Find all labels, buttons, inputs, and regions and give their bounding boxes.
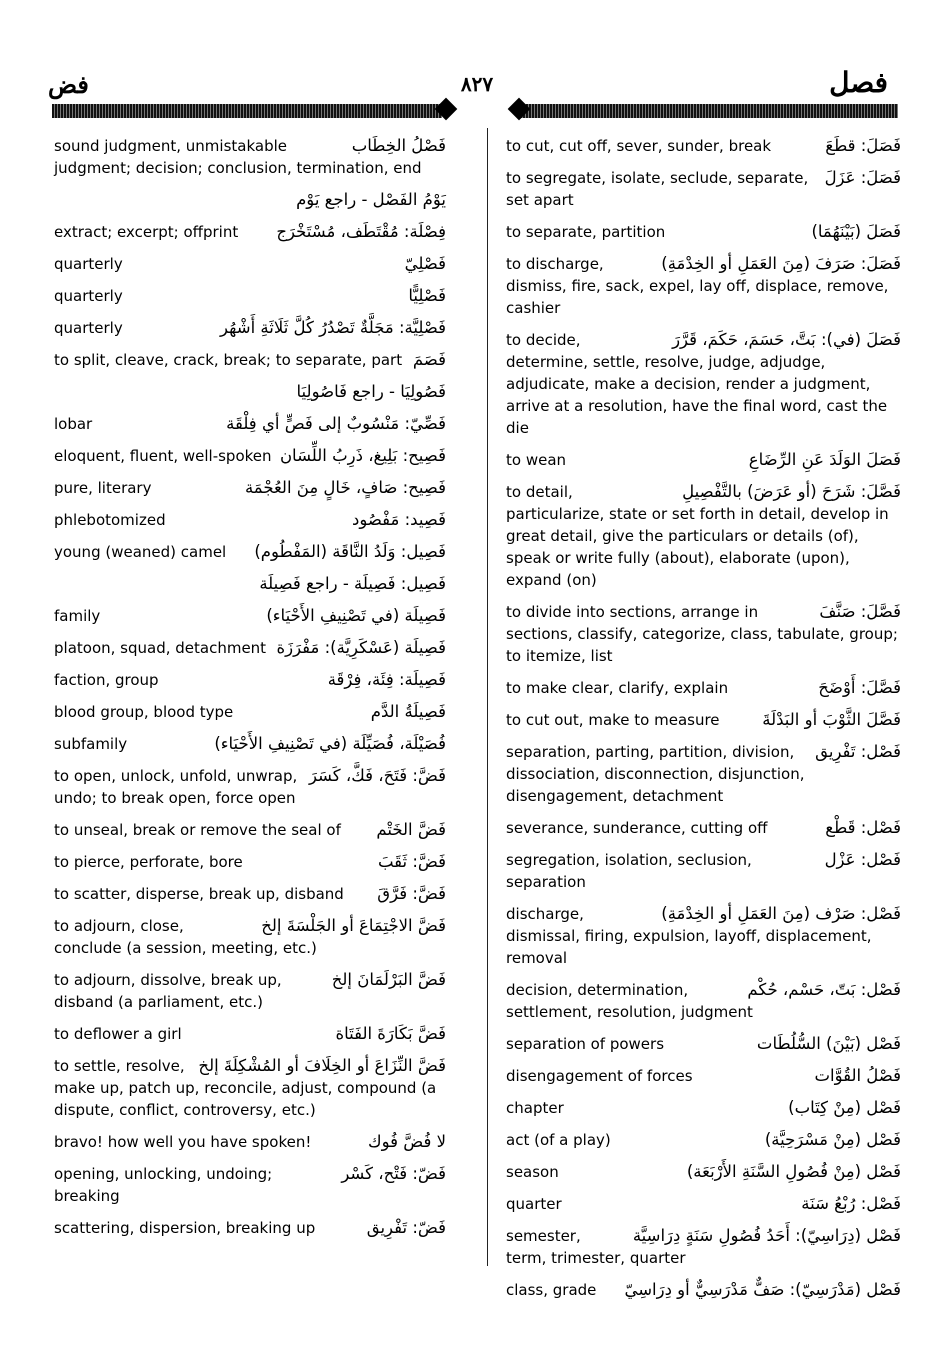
dictionary-entry (54, 701, 446, 723)
english-definition: faction, group (54, 671, 159, 689)
dictionary-entry (54, 1023, 446, 1045)
english-definition: semester, term, trimester, quarter (506, 1227, 686, 1267)
dictionary-entry (506, 677, 901, 699)
arabic-headword: فَصَلَ: عَزَلَ (824, 168, 901, 187)
english-definition: to adjourn, close, conclude (a session, meeting, etc.) (54, 917, 317, 957)
header-rule-left (52, 104, 442, 118)
dictionary-entry (506, 481, 901, 591)
arabic-headword: فَصْل (مَدْرَسِيّ): صَفٌّ مَدْرَسِيٌّ أو دِرَاسِيّ (624, 1280, 901, 1299)
english-definition: bravo! how well you have spoken! (54, 1133, 312, 1151)
arabic-headword: فَصِيل: وَلَدُ النَّاقَة (المَفْطُوم) (254, 542, 446, 561)
english-definition: to cut out, make to measure (506, 711, 720, 729)
arabic-headword: فَصَلَ (في): بَتَّ، حَسَمَ، حَكَمَ، قَرَّرَ (672, 330, 901, 349)
dictionary-entry (54, 1131, 446, 1153)
left-guide-word: فض (48, 70, 89, 99)
dictionary-entry (506, 903, 901, 969)
english-definition: class, grade (506, 1281, 597, 1299)
arabic-headword: فَصْلُ الخِطَاب (351, 136, 446, 155)
dictionary-entry (506, 1279, 901, 1301)
arabic-headword: فَصْل: قَطْع (825, 818, 901, 837)
arabic-headword: فَصْل (مِنْ فُصُولِ السَّنَةِ الأَرْبَعَة) (686, 1162, 901, 1181)
arabic-headword: فَصَّلَ: صَنَّفَ (819, 602, 901, 621)
dictionary-entry (506, 1033, 901, 1055)
english-definition: opening, unlocking, undoing; breaking (54, 1165, 273, 1205)
dictionary-entry (54, 1217, 446, 1239)
english-definition: to discharge, dismiss, fire, sack, expel, lay off, displace, remove, cashier (506, 255, 889, 317)
arabic-headword: فَصِيح: صَافٍ، خَالٍ مِنَ العُجْمَة (244, 478, 446, 497)
english-definition: separation of powers (506, 1035, 665, 1053)
dictionary-entry (54, 915, 446, 959)
english-definition: platoon, squad, detachment (54, 639, 267, 657)
english-definition: scattering, dispersion, breaking up (54, 1219, 316, 1237)
arabic-headword: يَوْمُ الفَصْل - راجع يَوْم (296, 190, 446, 209)
dictionary-entry (54, 445, 446, 467)
english-definition: family (54, 607, 101, 625)
arabic-headword: فَصِيح: بَلِيغ، ذَرِبُ اللِّسَان (279, 446, 446, 465)
english-definition: lobar (54, 415, 93, 433)
dictionary-entry (54, 253, 446, 275)
arabic-headword: فَصْلُ القُوَّات (814, 1066, 901, 1085)
english-definition: subfamily (54, 735, 128, 753)
arabic-headword: فَضَّ الاجْتِمَاعَ أو الجَلْسَةَ إلخ (261, 916, 446, 935)
dictionary-entry (54, 541, 446, 563)
arabic-headword: فَصِيلَة (عَسْكَرِيَّة): مَفْرَزَة (276, 638, 446, 657)
dictionary-entry (54, 413, 446, 435)
english-definition: blood group, blood type (54, 703, 234, 721)
english-definition: to decide, determine, settle, resolve, judge, adjudge, adjudicate, make a decision, render a judgment, arrive at a resolution, have the final word, cast the die (506, 331, 888, 437)
dictionary-entry (506, 849, 901, 893)
dictionary-entry (54, 765, 446, 809)
english-definition: discharge, dismissal, firing, expulsion, layoff, displacement, removal (506, 905, 872, 967)
english-definition: to adjourn, dissolve, break up, disband (a parliament, etc.) (54, 971, 282, 1011)
english-definition: to detail, particularize, state or set forth in detail, develop in great detail, give the particulars or details (of), speak or write fully (about), elaborate (upon), expand (on) (506, 483, 889, 589)
arabic-headword: فُصَيْلَة، فُصَيِّلَة (في تَصْنِيفِ الأَحْيَاء) (214, 734, 446, 753)
dictionary-entry (506, 817, 901, 839)
english-definition: act (of a play) (506, 1131, 611, 1149)
arabic-headword: فَضَّ النِّزَاعَ أو الخِلَافَ أو المُشْكِلَةَ إلخ (198, 1056, 446, 1075)
arabic-headword: فَضَّ الخَتْم (376, 820, 446, 839)
english-definition: season (506, 1163, 559, 1181)
dictionary-entry (54, 883, 446, 905)
dictionary-entry (54, 135, 446, 179)
english-definition: to scatter, disperse, break up, disband (54, 885, 344, 903)
arabic-headword: فَصْل: تَفْرِيق (815, 742, 901, 761)
english-definition: eloquent, fluent, well-spoken (54, 447, 272, 465)
dictionary-entry (54, 637, 446, 659)
arabic-headword: فَصَلَ الوَلَدَ عَنِ الرِّضَاعِ (748, 450, 901, 469)
dictionary-entry (506, 221, 901, 243)
dictionary-entry (54, 733, 446, 755)
arabic-headword: فَضَّ: ثَقَبَ (377, 852, 446, 871)
english-definition: to split, cleave, crack, break; to separate, part (54, 351, 403, 369)
dictionary-entry (506, 741, 901, 807)
english-definition: to deflower a girl (54, 1025, 182, 1043)
dictionary-entry (54, 605, 446, 627)
english-definition: decision, determination, settlement, resolution, judgment (506, 981, 753, 1021)
arabic-headword: فَصَمَ (412, 350, 446, 369)
arabic-headword: فَصَّلَ: أَوْضَحَ (818, 678, 901, 697)
arabic-headword: فَصِيلَةُ الدَّم (370, 702, 446, 721)
dictionary-entry (506, 449, 901, 471)
english-definition: chapter (506, 1099, 564, 1117)
arabic-headword: فَصُولِيَا - راجع فَاصُولِيَا (296, 382, 446, 401)
english-definition: to separate, partition (506, 223, 666, 241)
english-definition: segregation, isolation, seclusion, separation (506, 851, 752, 891)
english-definition: extract; excerpt; offprint (54, 223, 239, 241)
english-definition: to pierce, perforate, bore (54, 853, 243, 871)
english-definition: sound judgment, unmistakable judgment; decision; conclusion, termination, end (54, 137, 422, 177)
arabic-headword: فَصَلَ: صَرَفَ (مِنَ العَمَلِ أو الخِدْمَةِ) (661, 254, 901, 273)
dictionary-entry (506, 979, 901, 1023)
english-definition: to divide into sections, arrange in sections, classify, categorize, class, tabulate, group; to itemize, list (506, 603, 898, 665)
dictionary-entry (54, 969, 446, 1013)
right-guide-word: فصل (829, 66, 888, 99)
arabic-headword: فَضّ: تَفْرِيق (366, 1218, 446, 1237)
dictionary-entry (54, 189, 446, 211)
english-definition: quarterly (54, 255, 123, 273)
dictionary-entry (54, 669, 446, 691)
arabic-headword: فَصِيلَة (في تَصْنِيفِ الأَحْيَاء) (266, 606, 446, 625)
english-definition: to unseal, break or remove the seal of (54, 821, 341, 839)
english-definition: quarterly (54, 287, 123, 305)
arabic-headword: فَصْل: صَرْف (مِنَ العَمَلِ أو الخِدْمَةِ) (661, 904, 901, 923)
dictionary-entry (506, 1097, 901, 1119)
dictionary-entry (506, 1225, 901, 1269)
arabic-headword: فَصْلِيَّة: مَجَلَّةٌ تَصْدُرُ كُلَّ ثَلَاثَةِ أَشْهُر (220, 318, 446, 337)
dictionary-entry (506, 253, 901, 319)
dictionary-entry (506, 329, 901, 439)
dictionary-entry (54, 851, 446, 873)
english-definition: disengagement of forces (506, 1067, 693, 1085)
dictionary-entry (506, 1129, 901, 1151)
dictionary-entry (54, 819, 446, 841)
english-definition: separation, parting, partition, division, dissociation, disconnection, disjunction, disengagement, detachment (506, 743, 805, 805)
dictionary-entry (54, 1163, 446, 1207)
arabic-headword: فَصْلِيًّا (408, 286, 446, 305)
arabic-headword: لا فُضَّ فُوك (367, 1132, 446, 1151)
arabic-headword: فَضَّ: فَتَحَ، فَكَّ، كَسَرَ (308, 766, 446, 785)
arabic-headword: فَصْل (مِنْ كِتَاب) (788, 1098, 901, 1117)
arabic-headword: فَصِيد: مَفْصُود (351, 510, 446, 529)
page-number: ٨٢٧ (460, 72, 494, 96)
arabic-headword: فِصْلَة: مُقْتَطَف، مُسْتَخْرَج (276, 222, 446, 241)
english-definition: phlebotomized (54, 511, 166, 529)
arabic-headword: فَضَّ بَكَارَةَ الفَتَاة (335, 1024, 446, 1043)
arabic-headword: فَصَّلَ: شَرَحَ (أو عَرَضَ) بالتَّفْصِيلِ (682, 482, 901, 501)
english-definition: severance, sunderance, cutting off (506, 819, 768, 837)
arabic-headword: فَصْل (دِرَاسِيّ): أَحَدُ فُصُولِ سَنَةٍ دِرَاسِيَّة (632, 1226, 901, 1245)
english-definition: to make clear, clarify, explain (506, 679, 729, 697)
arabic-headword: فَصَلَ (بَيْنَهُمَا) (811, 222, 901, 241)
dictionary-entry (506, 1193, 901, 1215)
arabic-headword: فَصِّيّ: مَنْسُوبٌ إلى فَصٍّ أي فِلْقَة (226, 414, 446, 433)
dictionary-entry (54, 509, 446, 531)
dictionary-entry (506, 135, 901, 157)
arabic-headword: فَصَّلَ الثَّوْبَ أو البَدْلَةَ (762, 710, 901, 729)
dictionary-entry (54, 1055, 446, 1121)
arabic-headword: فَصْل (مِنْ مَسْرَحِيَّة) (764, 1130, 901, 1149)
arabic-headword: فَصْل: عَزْل (824, 850, 901, 869)
arabic-headword: فَصِيلَة: فِئَة، فِرْقَة (327, 670, 446, 689)
right-column (506, 135, 901, 1311)
dictionary-entry (506, 167, 901, 211)
english-definition: quarter (506, 1195, 562, 1213)
dictionary-entry (506, 601, 901, 667)
arabic-headword: فَصَلَ: قطَعَ (825, 136, 901, 155)
dictionary-entry (54, 381, 446, 403)
english-definition: to open, unlock, unfold, unwrap, undo; to break open, force open (54, 767, 298, 807)
arabic-headword: فَصْلِيّ (404, 254, 446, 273)
dictionary-entry (506, 1065, 901, 1087)
arabic-headword: فَصِيل: فَصِيلَة - راجع فَصِيلَة (259, 574, 446, 593)
english-definition: to settle, resolve, make up, patch up, reconcile, adjust, compound (a dispute, conflict, controversy, etc.) (54, 1057, 437, 1119)
arabic-headword: فَصْل: رُبْعُ سَنَة (801, 1194, 901, 1213)
header-rule-right (520, 104, 898, 118)
english-definition: to wean (506, 451, 567, 469)
arabic-headword: فَضّ: فَتْح، كَسْر (341, 1164, 446, 1183)
dictionary-entry (54, 349, 446, 371)
dictionary-entry (54, 477, 446, 499)
dictionary-entry (54, 285, 446, 307)
dictionary-entry (54, 573, 446, 595)
english-definition: pure, literary (54, 479, 152, 497)
arabic-headword: فَضَّ البَرْلَمَانَ إلخ (331, 970, 446, 989)
dictionary-entry (506, 1161, 901, 1183)
dictionary-entry (54, 317, 446, 339)
dictionary-entry (54, 221, 446, 243)
arabic-headword: فَصْل: بَتّ، حَسْم، حُكْم (747, 980, 901, 999)
arabic-headword: فَصْل (بَيْنَ) السُّلُطَات (756, 1034, 901, 1053)
left-column (54, 135, 446, 1249)
english-definition: quarterly (54, 319, 123, 337)
english-definition: young (weaned) camel (54, 543, 227, 561)
english-definition: to cut, cut off, sever, sunder, break (506, 137, 772, 155)
arabic-headword: فَضَّ: فَرَّقَ (377, 884, 446, 903)
dictionary-entry (506, 709, 901, 731)
english-definition: to segregate, isolate, seclude, separate, set apart (506, 169, 809, 209)
column-divider (487, 128, 488, 1266)
